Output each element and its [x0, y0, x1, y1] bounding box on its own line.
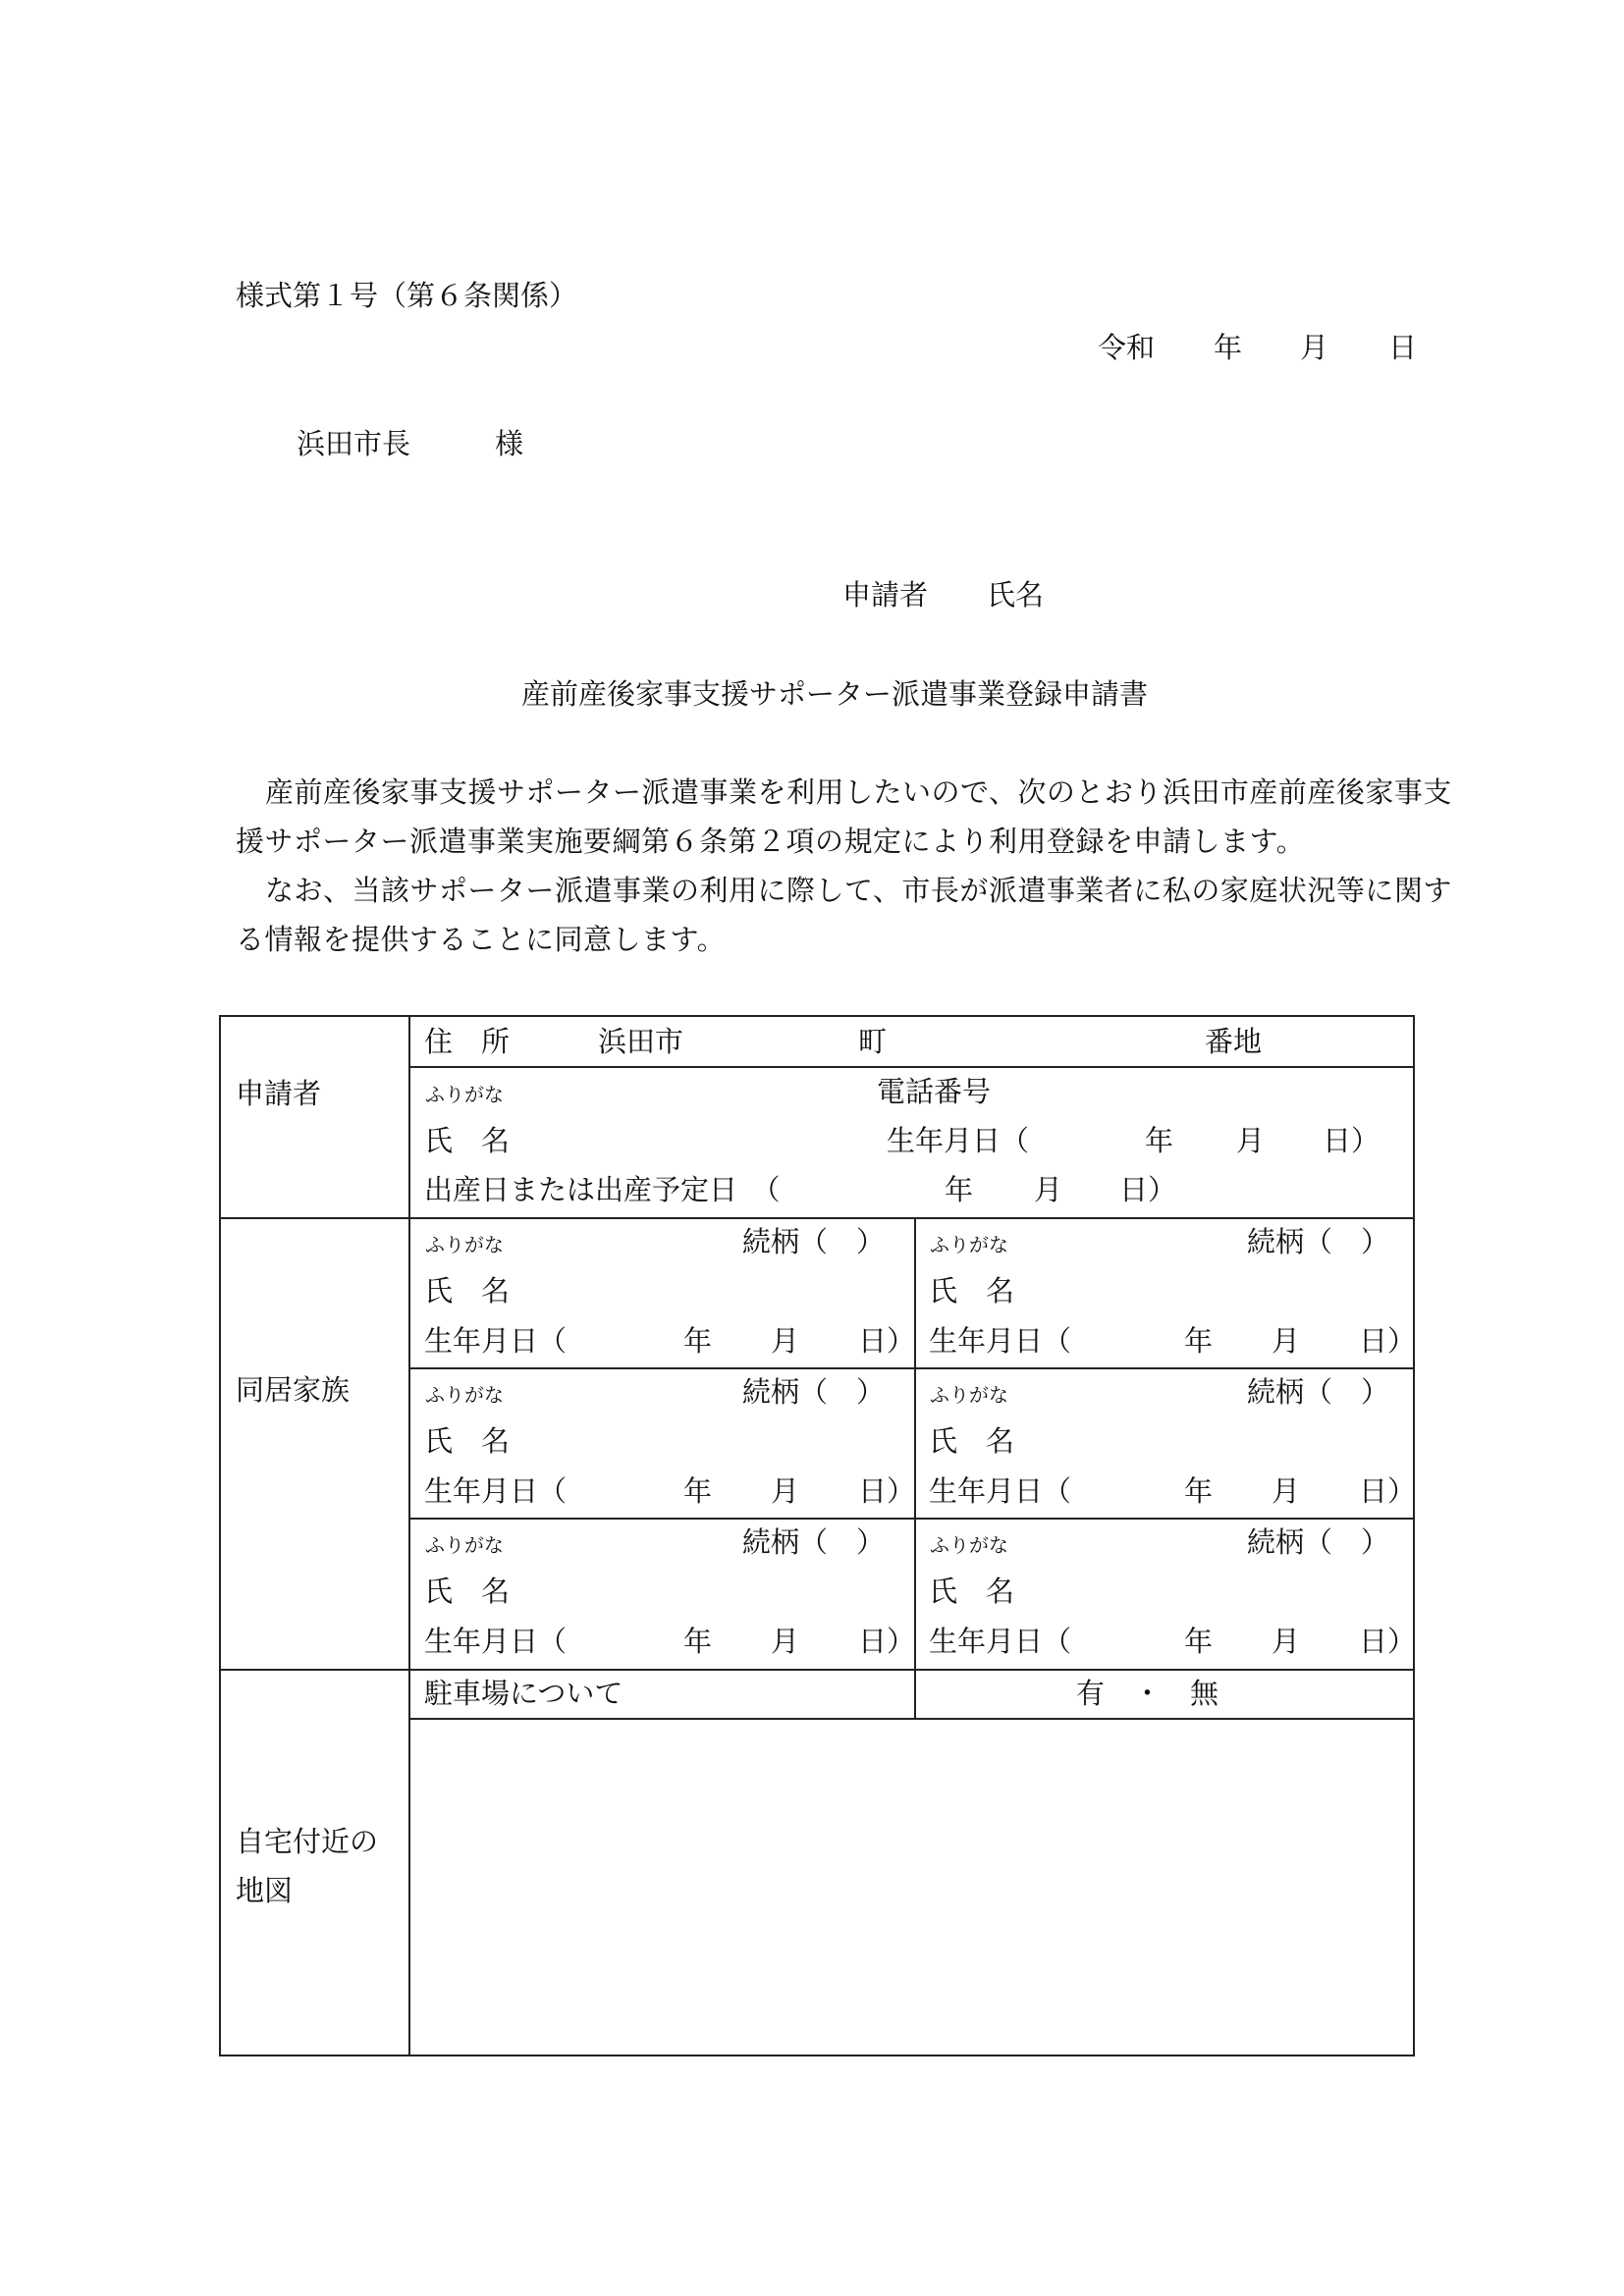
family-birth-year: 年 — [1184, 1474, 1214, 1508]
family-birth-year: 年 — [683, 1324, 713, 1358]
applicant-birth-label: 生年月日（ — [887, 1124, 1030, 1157]
family-birth-month: 月 — [771, 1474, 800, 1508]
applicant-birth-day: 日） — [1323, 1124, 1380, 1157]
family-birth-month: 月 — [1272, 1625, 1301, 1658]
delivery-date-label: 出産日または出産予定日 （ — [424, 1173, 781, 1206]
body-line-3: なお、当該サポーター派遣事業の利用に際して、市長が派遣事業者に私の家庭状況等に関す — [265, 874, 1452, 907]
address-banchi: 番地 — [1205, 1025, 1263, 1058]
addressee-mayor: 浜田市長 — [297, 427, 411, 460]
family-name-label: 氏 名 — [929, 1424, 1015, 1458]
delivery-year: 年 — [945, 1173, 974, 1206]
applicant-birth-month: 月 — [1236, 1124, 1266, 1157]
section-map-label-line1: 自宅付近の — [236, 1825, 379, 1858]
applicant-label: 申請者 — [842, 578, 929, 612]
family-name-label: 氏 名 — [424, 1424, 511, 1458]
family-birth-month: 月 — [771, 1324, 800, 1358]
family-relation-label: 続柄（ ） — [742, 1375, 886, 1409]
family-birth-month: 月 — [1272, 1324, 1301, 1358]
family-relation-label: 続柄（ ） — [1247, 1225, 1390, 1258]
family-birth-day: 日） — [858, 1625, 916, 1658]
date-month-label: 月 — [1300, 331, 1329, 364]
section-family-label: 同居家族 — [236, 1373, 351, 1407]
family-name-label: 氏 名 — [929, 1274, 1015, 1308]
family-name-label: 氏 名 — [424, 1274, 511, 1308]
document-title: 産前産後家事支援サポーター派遣事業登録申請書 — [521, 677, 1149, 711]
family-birth-label: 生年月日（ — [929, 1625, 1072, 1658]
address-label: 住 所 — [424, 1025, 511, 1058]
family-furigana-label: ふりがな — [930, 1233, 1008, 1256]
family-birth-year: 年 — [1184, 1625, 1214, 1658]
family-name-label: 氏 名 — [424, 1575, 511, 1608]
family-relation-label: 続柄（ ） — [742, 1525, 886, 1559]
applicant-name-field-label: 氏 名 — [424, 1124, 511, 1157]
section-applicant-label: 申請者 — [236, 1077, 322, 1110]
body-line-2: 援サポーター派遣事業実施要綱第６条第２項の規定により利用登録を申請します。 — [236, 825, 1306, 858]
family-birth-month: 月 — [1272, 1474, 1301, 1508]
family-birth-day: 日） — [858, 1324, 916, 1358]
family-birth-label: 生年月日（ — [424, 1324, 568, 1358]
family-name-label: 氏 名 — [929, 1575, 1015, 1608]
parking-label: 駐車場について — [424, 1677, 623, 1710]
family-birth-day: 日） — [1359, 1324, 1417, 1358]
family-birth-day: 日） — [1359, 1625, 1417, 1658]
family-relation-label: 続柄（ ） — [1247, 1375, 1390, 1409]
family-birth-year: 年 — [1184, 1324, 1214, 1358]
family-relation-label: 続柄（ ） — [1247, 1525, 1390, 1559]
phone-label: 電話番号 — [877, 1075, 992, 1108]
family-birth-year: 年 — [683, 1474, 713, 1508]
applicant-birth-year: 年 — [1145, 1124, 1174, 1157]
addressee-honorific: 様 — [495, 427, 524, 460]
family-furigana-label: ふりがな — [930, 1533, 1008, 1557]
body-line-4: る情報を提供することに同意します。 — [236, 923, 727, 956]
delivery-month: 月 — [1034, 1173, 1063, 1206]
parking-choice: 有 ・ 無 — [1076, 1677, 1219, 1710]
delivery-day: 日） — [1119, 1173, 1177, 1206]
section-map-label-line2: 地図 — [236, 1874, 294, 1907]
date-year-label: 年 — [1214, 331, 1243, 364]
family-birth-label: 生年月日（ — [929, 1474, 1072, 1508]
applicant-name-label: 氏名 — [987, 578, 1045, 612]
date-era: 令和 — [1098, 331, 1156, 364]
body-line-1: 産前産後家事支援サポーター派遣事業を利用したいので、次のとおり浜田市産前産後家事支 — [265, 775, 1452, 809]
form-number: 様式第１号（第６条関係） — [236, 279, 578, 312]
family-birth-label: 生年月日（ — [929, 1324, 1072, 1358]
date-day-label: 日 — [1388, 331, 1418, 364]
applicant-furigana-label: ふりがな — [425, 1083, 504, 1106]
family-birth-day: 日） — [1359, 1474, 1417, 1508]
family-birth-label: 生年月日（ — [424, 1474, 568, 1508]
family-furigana-label: ふりがな — [930, 1383, 1008, 1407]
family-birth-day: 日） — [858, 1474, 916, 1508]
family-relation-label: 続柄（ ） — [742, 1225, 886, 1258]
address-city: 浜田市 — [598, 1025, 684, 1058]
family-furigana-label: ふりがな — [425, 1383, 504, 1407]
family-birth-label: 生年月日（ — [424, 1625, 568, 1658]
family-birth-month: 月 — [771, 1625, 800, 1658]
family-birth-year: 年 — [683, 1625, 713, 1658]
address-town: 町 — [858, 1025, 888, 1058]
family-furigana-label: ふりがな — [425, 1533, 504, 1557]
map-drawing-area[interactable] — [410, 1720, 1413, 2055]
family-furigana-label: ふりがな — [425, 1233, 504, 1256]
